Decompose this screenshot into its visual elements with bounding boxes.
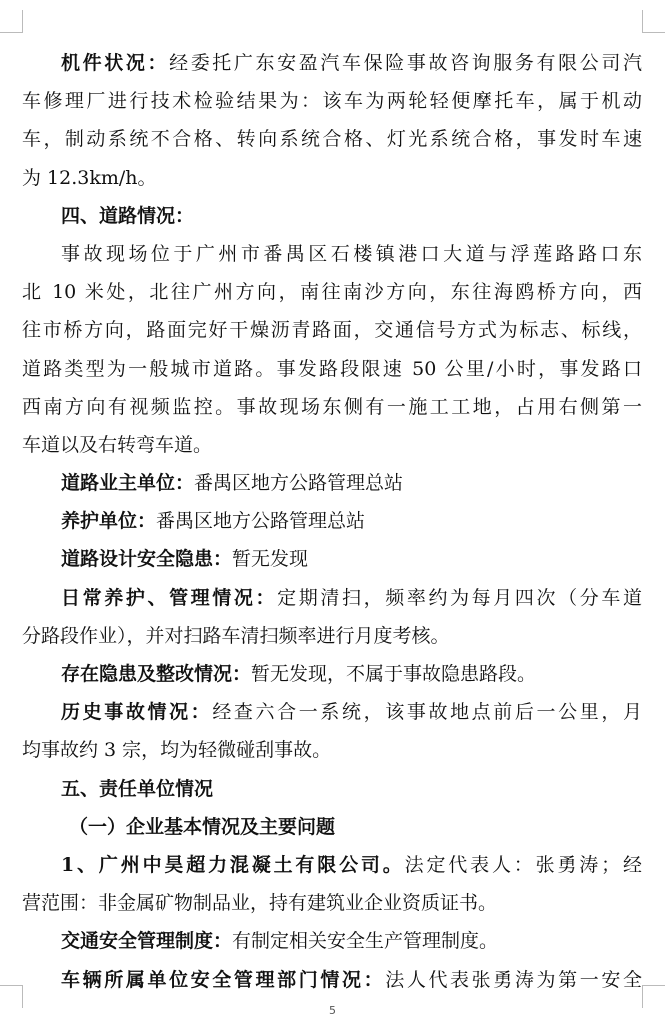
paragraph-line: 车道以及右转弯车道。 bbox=[22, 433, 213, 456]
field-row-daily: 日常养护、管理情况：定期清扫，频率约为每月四次（分车道 bbox=[61, 586, 642, 609]
paragraph-line: 分路段作业），并对扫路车清扫频率进行月度考核。 bbox=[22, 624, 450, 647]
field-row-maintenance: 养护单位：番禺区地方公路管理总站 bbox=[61, 510, 366, 533]
paragraph-line: 机件状况：经委托广东安盈汽车保险事故咨询服务有限公司汽 bbox=[61, 52, 642, 74]
field-row-company: 1、广州中昊超力混凝土有限公司。法定代表人：张勇涛；经 bbox=[61, 853, 642, 876]
paragraph-line: 西南方向有视频监控。事故现场东侧有一施工工地，占用右侧第一 bbox=[22, 395, 642, 418]
document-body bbox=[22, 44, 642, 999]
field-row-traffic: 交通安全管理制度：有制定相关安全生产管理制度。 bbox=[61, 930, 499, 953]
paragraph-line: 车，制动系统不合格、转向系统合格、灯光系统合格，事发时车速 bbox=[22, 128, 642, 151]
paragraph-line: 道路类型为一般城市道路。事发路段限速 50 公里/小时，事发路口 bbox=[22, 357, 642, 380]
paragraph-line: 营范围：非金属矿物制品业，持有建筑业企业资质证书。 bbox=[22, 892, 498, 915]
crop-mark-top-left bbox=[0, 10, 23, 33]
field-row-existing: 存在隐患及整改情况：暂无发现，不属于事故隐患路段。 bbox=[61, 663, 537, 685]
section-heading: 四、道路情况： bbox=[61, 204, 195, 227]
field-row-hazard: 道路设计安全隐患：暂无发现 bbox=[61, 548, 309, 571]
paragraph-line: 均事故约 3 宗，均为轻微碰刮事故。 bbox=[22, 739, 332, 762]
paragraph-line: 往市桥方向，路面完好干燥沥青路面，交通信号方式为标志、标线， bbox=[22, 319, 642, 342]
paragraph-line: 北 10 米处，北往广州方向，南往南沙方向，东往海鸥桥方向，西 bbox=[22, 281, 642, 304]
paragraph-line: 为 12.3km/h。 bbox=[22, 166, 157, 189]
field-row-history: 历史事故情况：经查六合一系统，该事故地点前后一公里，月 bbox=[61, 701, 642, 724]
crop-mark-top-right bbox=[642, 10, 665, 33]
page-number: 5 bbox=[329, 1004, 336, 1017]
subsection-heading: （一）企业基本情况及主要问题 bbox=[69, 815, 336, 838]
paragraph-line: 车修理厂进行技术检验结果为：该车为两轮轻便摩托车，属于机动 bbox=[22, 90, 642, 113]
field-label: 机件状况： bbox=[61, 52, 170, 74]
field-row-vehicle: 车辆所属单位安全管理部门情况：法人代表张勇涛为第一安全 bbox=[61, 968, 642, 991]
section-heading: 五、责任单位情况 bbox=[61, 777, 214, 800]
field-row-owner: 道路业主单位：番禺区地方公路管理总站 bbox=[61, 472, 404, 495]
paragraph-line: 事故现场位于广州市番禺区石楼镇港口大道与浮莲路路口东 bbox=[61, 242, 642, 265]
